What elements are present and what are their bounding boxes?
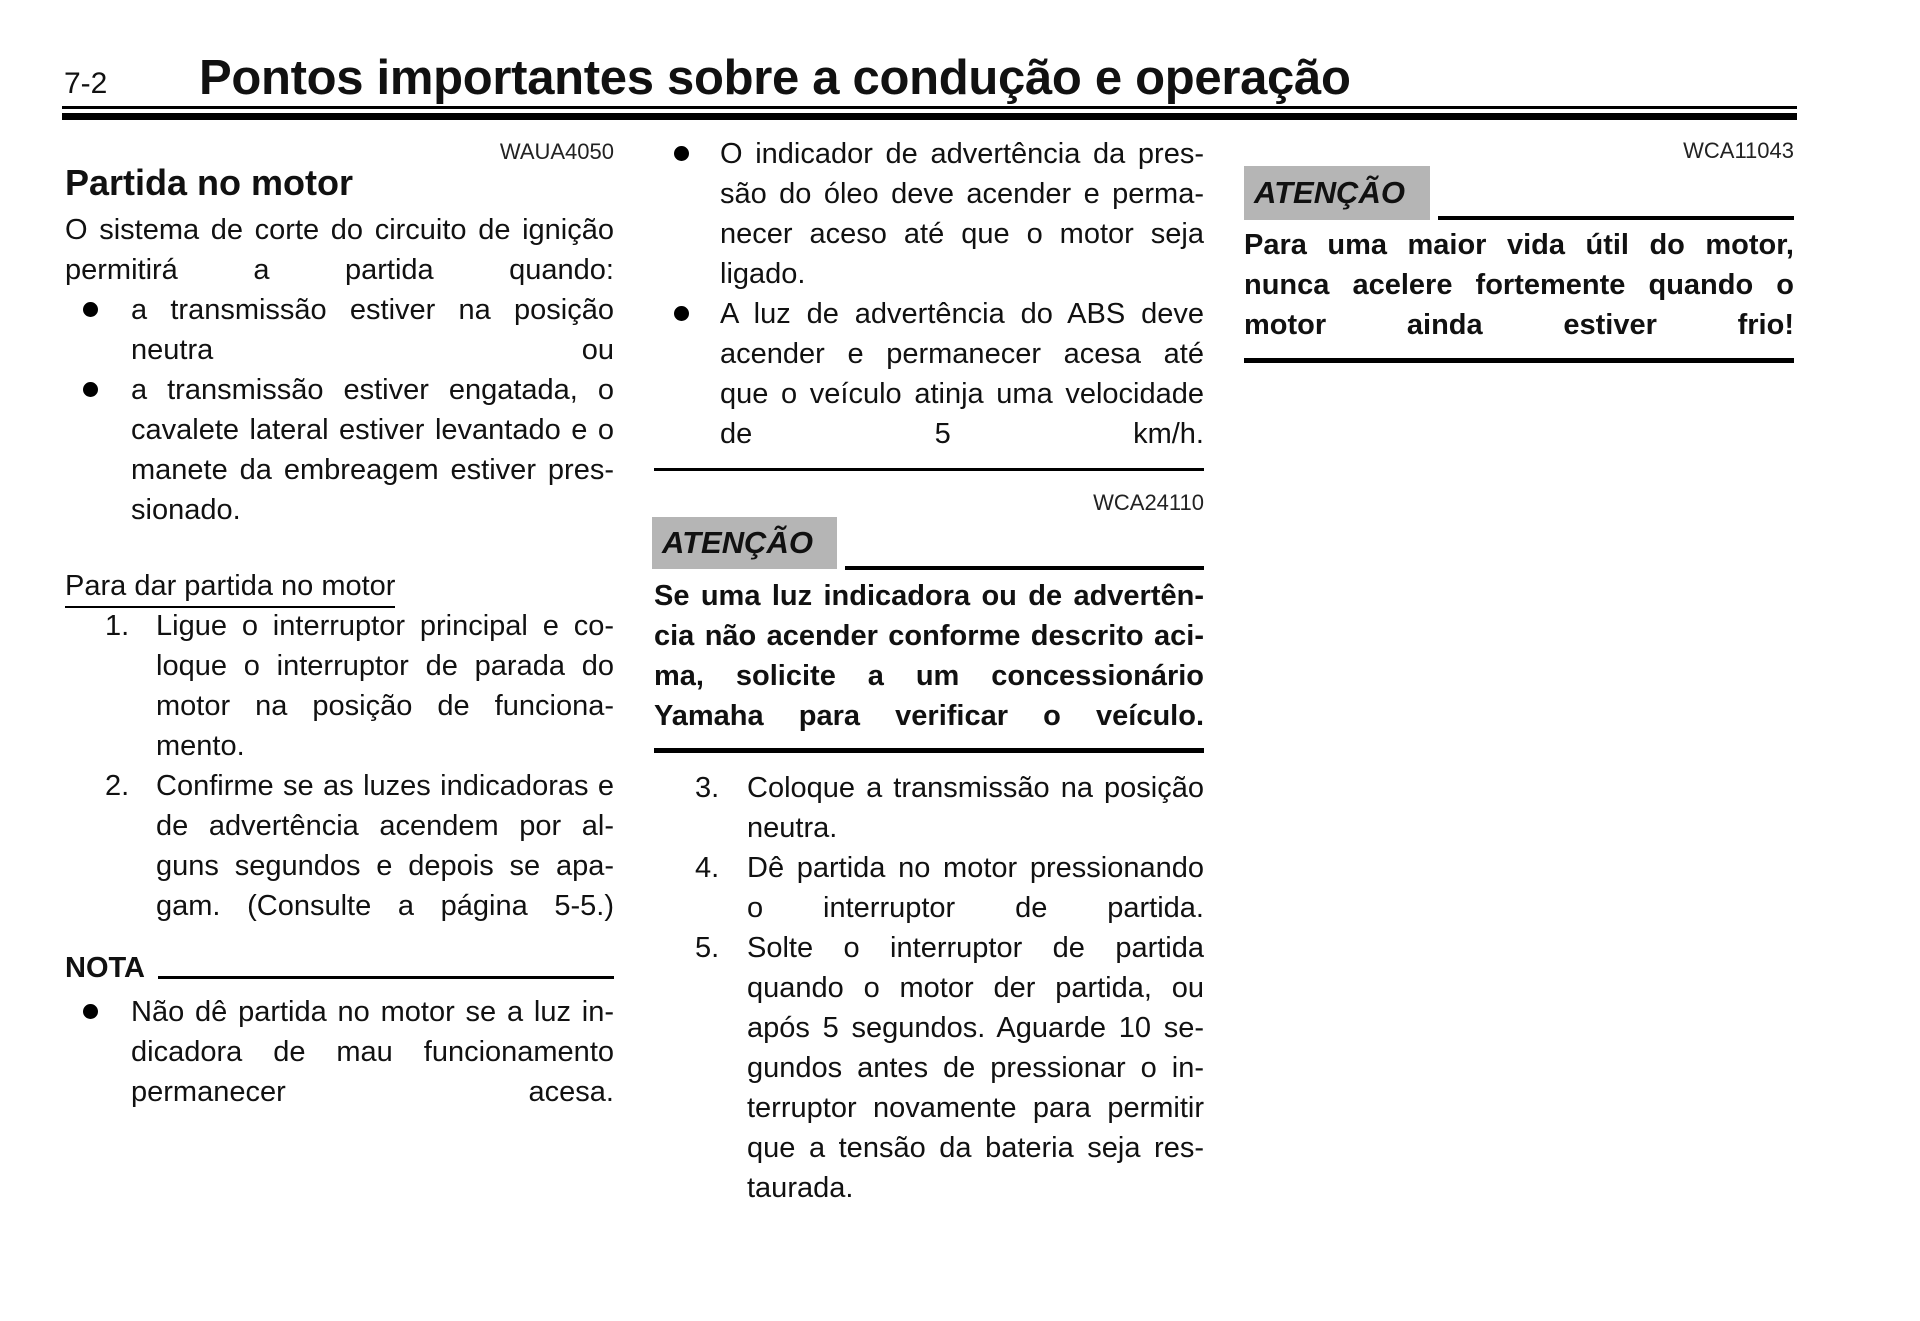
header-rule-thick xyxy=(62,113,1797,120)
caution-badge xyxy=(1244,166,1430,220)
list-item-line: são do óleo deve acender e perma- xyxy=(720,178,1204,210)
caution-line: motor ainda estiver frio! xyxy=(1244,309,1794,341)
section-code: WAUA4050 xyxy=(499,139,614,164)
caution-text xyxy=(654,576,1204,736)
note-item xyxy=(131,992,614,1112)
page-title: Pontos importantes sobre a condução e operação xyxy=(199,51,1351,105)
step-item xyxy=(747,768,1204,848)
caution-text xyxy=(1244,225,1794,345)
step-item xyxy=(747,848,1204,928)
step-line: quando o motor der partida, ou xyxy=(747,972,1204,1004)
note-line: permanecer acesa. xyxy=(131,1076,614,1108)
caution-line: nunca acelere fortemente quando o xyxy=(1244,269,1794,301)
step-number: 1. xyxy=(105,610,130,642)
bullet-icon xyxy=(83,302,98,317)
list-item-line: a transmissão estiver engatada, o xyxy=(131,374,614,406)
intro-paragraph xyxy=(65,210,614,290)
step-line: Dê partida no motor pressionando xyxy=(747,852,1204,884)
note-line: Não dê partida no motor se a luz in- xyxy=(131,996,614,1028)
caution-line: cia não acender conforme descrito aci- xyxy=(654,620,1204,652)
step-number: 3. xyxy=(695,772,720,804)
caution-line: Se uma luz indicadora ou de advertên- xyxy=(654,580,1204,612)
list-item xyxy=(720,294,1204,454)
step-line: de advertência acendem por al- xyxy=(156,810,614,842)
intro-line: permitirá a partida quando: xyxy=(65,254,614,286)
list-item-line: neutra ou xyxy=(131,334,614,366)
list-item xyxy=(131,370,614,530)
header-rule-thin xyxy=(62,106,1797,109)
caution-line: ma, solicite a um concessionário xyxy=(654,660,1204,692)
caution-line: Yamaha para verificar o veículo. xyxy=(654,700,1204,732)
list-item-line: que o veículo atinja uma velocidade xyxy=(720,378,1204,410)
bullet-icon xyxy=(83,1004,98,1019)
section-rule xyxy=(654,468,1204,471)
list-item-line: necer aceso até que o motor seja xyxy=(720,218,1204,250)
step-line: neutra. xyxy=(747,812,838,844)
step-line: Coloque a transmissão na posição xyxy=(747,772,1204,804)
caution-code: WCA11043 xyxy=(1683,138,1794,163)
step-number: 2. xyxy=(105,770,130,802)
step-line: Solte o interruptor de partida xyxy=(747,932,1204,964)
list-item-line: acender e permanecer acesa até xyxy=(720,338,1204,370)
caution-rule xyxy=(1438,216,1794,220)
bullet-icon xyxy=(674,146,689,161)
list-item-line: manete da embreagem estiver pres- xyxy=(131,454,614,486)
step-line: mento. xyxy=(156,730,245,762)
bullet-icon xyxy=(83,382,98,397)
step-line: gundos antes de pressionar o in- xyxy=(747,1052,1204,1084)
step-item xyxy=(156,606,614,766)
step-line: após 5 segundos. Aguarde 10 se- xyxy=(747,1012,1204,1044)
step-number: 4. xyxy=(695,852,720,884)
caution-badge xyxy=(652,517,837,569)
note-label: NOTA xyxy=(65,952,146,984)
step-line: terruptor novamente para permitir xyxy=(747,1092,1204,1124)
list-item-line: a transmissão estiver na posição xyxy=(131,294,614,326)
step-line: que a tensão da bateria seja res- xyxy=(747,1132,1204,1164)
step-line: gam. (Consulte a página 5-5.) xyxy=(156,890,614,922)
caution-label: ATENÇÃO xyxy=(1254,175,1405,210)
list-item-line: sionado. xyxy=(131,494,241,526)
step-line: loque o interruptor de parada do xyxy=(156,650,614,682)
caution-bottom-rule xyxy=(654,748,1204,753)
caution-line: Para uma maior vida útil do motor, xyxy=(1244,229,1794,261)
bullet-icon xyxy=(674,306,689,321)
note-rule xyxy=(158,976,614,979)
caution-bottom-rule xyxy=(1244,358,1794,363)
list-item-line: ligado. xyxy=(720,258,806,290)
step-number: 5. xyxy=(695,932,720,964)
step-line: taurada. xyxy=(747,1172,854,1204)
intro-line: O sistema de corte do circuito de ignição xyxy=(65,214,614,246)
list-item-line: de 5 km/h. xyxy=(720,418,1204,450)
list-item xyxy=(131,290,614,370)
list-item-line: O indicador de advertência da pres- xyxy=(720,138,1204,170)
step-line: Confirme se as luzes indicadoras e xyxy=(156,770,614,802)
caution-code: WCA24110 xyxy=(1093,490,1204,515)
procedure-title: Para dar partida no motor xyxy=(65,566,395,608)
step-line: motor na posição de funciona- xyxy=(156,690,614,722)
step-line: guns segundos e depois se apa- xyxy=(156,850,614,882)
page-number: 7-2 xyxy=(64,67,108,100)
step-item xyxy=(747,928,1204,1208)
step-item xyxy=(156,766,614,926)
step-line: Ligue o interruptor principal e co- xyxy=(156,610,614,642)
list-item xyxy=(720,134,1204,294)
caution-rule xyxy=(845,566,1204,570)
step-line: o interruptor de partida. xyxy=(747,892,1204,924)
section-heading: Partida no motor xyxy=(65,162,354,203)
list-item-line: A luz de advertência do ABS deve xyxy=(720,298,1204,330)
note-line: dicadora de mau funcionamento xyxy=(131,1036,614,1068)
list-item-line: cavalete lateral estiver levantado e o xyxy=(131,414,614,446)
caution-label: ATENÇÃO xyxy=(662,525,813,560)
